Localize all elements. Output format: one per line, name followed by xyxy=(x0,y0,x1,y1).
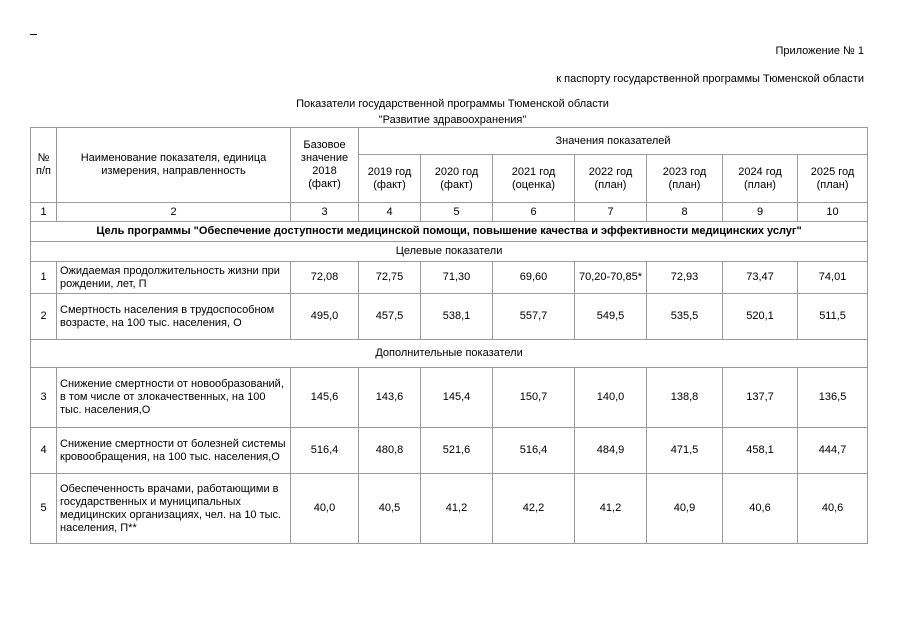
indicator-value: 69,60 xyxy=(493,262,575,294)
row-number: 3 xyxy=(31,368,57,428)
header-year-label: 2022 год xyxy=(588,165,633,178)
header-num-line2: п/п xyxy=(36,165,51,177)
indicator-value: 145,6 xyxy=(291,368,359,428)
header-year-kind: (план) xyxy=(816,178,849,191)
header-base-line1: Базовое xyxy=(303,139,346,151)
indicator-value: 549,5 xyxy=(575,294,647,340)
indicator-value: 40,5 xyxy=(359,474,421,544)
indicator-value: 138,8 xyxy=(647,368,723,428)
indicator-value: 150,7 xyxy=(493,368,575,428)
column-number: 5 xyxy=(421,203,493,222)
column-number: 1 xyxy=(31,203,57,222)
header-year-label: 2024 год xyxy=(738,165,782,178)
header-name: Наименование показателя, единица измерения, направленность xyxy=(57,128,291,203)
column-number: 6 xyxy=(493,203,575,222)
header-year-label: 2021 год xyxy=(511,165,556,178)
header-num-line1: № xyxy=(37,152,50,164)
header-year xyxy=(723,155,798,203)
header-year xyxy=(359,155,421,203)
indicator-value: 71,30 xyxy=(421,262,493,294)
indicator-value: 72,08 xyxy=(291,262,359,294)
indicator-value: 72,75 xyxy=(359,262,421,294)
indicator-value: 40,6 xyxy=(798,474,868,544)
indicator-name: Обеспеченность врачами, работающими в государственных и муниципальных медицинских организациях, чел. на 10 тыс. населения, П** xyxy=(57,474,291,544)
section-target-indicators: Целевые показатели xyxy=(31,242,868,262)
row-number: 5 xyxy=(31,474,57,544)
corner-dash xyxy=(30,34,37,35)
column-number: 3 xyxy=(291,203,359,222)
indicator-name: Ожидаемая продолжительность жизни при рождении, лет, П xyxy=(57,262,291,294)
indicator-value: 40,9 xyxy=(647,474,723,544)
indicator-name: Снижение смертности от болезней системы кровообращения, на 100 тыс. населения,О xyxy=(57,428,291,474)
indicator-value: 137,7 xyxy=(723,368,798,428)
table-row xyxy=(31,474,868,544)
document-title: Показатели государственной программы Тюменской области xyxy=(296,98,609,110)
indicator-value: 70,20-70,85* xyxy=(575,262,647,294)
header-base-line3: 2018 xyxy=(312,165,337,177)
indicator-value: 480,8 xyxy=(359,428,421,474)
indicator-value: 40,6 xyxy=(723,474,798,544)
indicator-value: 140,0 xyxy=(575,368,647,428)
indicator-value: 538,1 xyxy=(421,294,493,340)
indicator-value: 557,7 xyxy=(493,294,575,340)
column-number: 10 xyxy=(798,203,868,222)
header-base-line2: значение xyxy=(300,152,349,164)
column-number: 4 xyxy=(359,203,421,222)
indicator-value: 444,7 xyxy=(798,428,868,474)
indicator-value: 484,9 xyxy=(575,428,647,474)
indicator-value: 145,4 xyxy=(421,368,493,428)
header-year-kind: (план) xyxy=(744,178,776,191)
appendix-label: Приложение № 1 xyxy=(775,45,864,57)
indicator-value: 136,5 xyxy=(798,368,868,428)
header-year-label: 2025 год xyxy=(810,165,855,178)
indicator-value: 516,4 xyxy=(291,428,359,474)
indicator-value: 73,47 xyxy=(723,262,798,294)
indicator-value: 520,1 xyxy=(723,294,798,340)
column-number: 8 xyxy=(647,203,723,222)
indicator-value: 143,6 xyxy=(359,368,421,428)
header-values-group: Значения показателей xyxy=(359,128,868,155)
indicator-value: 521,6 xyxy=(421,428,493,474)
header-year-label: 2023 год xyxy=(662,165,707,178)
header-year xyxy=(493,155,575,203)
header-year-kind: (факт) xyxy=(373,178,406,191)
header-num xyxy=(31,128,57,203)
table-row xyxy=(31,428,868,474)
indicator-value: 458,1 xyxy=(723,428,798,474)
header-year-kind: (оценка) xyxy=(512,178,555,191)
indicator-name: Смертность населения в трудоспособном возрасте, на 100 тыс. населения, О xyxy=(57,294,291,340)
table-row xyxy=(31,368,868,428)
header-base xyxy=(291,128,359,203)
column-number: 7 xyxy=(575,203,647,222)
indicator-value: 457,5 xyxy=(359,294,421,340)
program-name: "Развитие здравоохранения" xyxy=(378,114,527,126)
header-year xyxy=(647,155,723,203)
column-number: 2 xyxy=(57,203,291,222)
row-number: 2 xyxy=(31,294,57,340)
indicator-name: Снижение смертности от новообразований, в том числе от злокачественных, на 100 тыс. населения,О xyxy=(57,368,291,428)
passport-label: к паспорту государственной программы Тюменской области xyxy=(556,73,864,85)
header-year-label: 2020 год xyxy=(434,165,479,178)
program-goal: Цель программы "Обеспечение доступности медицинской помощи, повышение качества и эффективности медицинских услуг" xyxy=(31,222,868,242)
header-year-label: 2019 год xyxy=(367,165,412,178)
indicator-value: 41,2 xyxy=(575,474,647,544)
indicator-value: 72,93 xyxy=(647,262,723,294)
row-number: 4 xyxy=(31,428,57,474)
indicator-value: 495,0 xyxy=(291,294,359,340)
table-row xyxy=(31,262,868,294)
indicator-value: 41,2 xyxy=(421,474,493,544)
header-year xyxy=(798,155,868,203)
section-additional-indicators: Дополнительные показатели xyxy=(31,340,868,368)
indicator-value: 40,0 xyxy=(291,474,359,544)
header-year-kind: (план) xyxy=(668,178,701,191)
header-year-kind: (план) xyxy=(594,178,627,191)
indicator-value: 511,5 xyxy=(798,294,868,340)
header-year xyxy=(575,155,647,203)
table-row xyxy=(31,294,868,340)
indicator-value: 74,01 xyxy=(798,262,868,294)
header-year xyxy=(421,155,493,203)
column-number: 9 xyxy=(723,203,798,222)
header-base-line4: (факт) xyxy=(308,178,341,190)
indicator-value: 535,5 xyxy=(647,294,723,340)
indicator-value: 42,2 xyxy=(493,474,575,544)
header-year-kind: (факт) xyxy=(440,178,473,191)
row-number: 1 xyxy=(31,262,57,294)
indicator-value: 516,4 xyxy=(493,428,575,474)
indicators-table xyxy=(30,127,868,544)
indicator-value: 471,5 xyxy=(647,428,723,474)
